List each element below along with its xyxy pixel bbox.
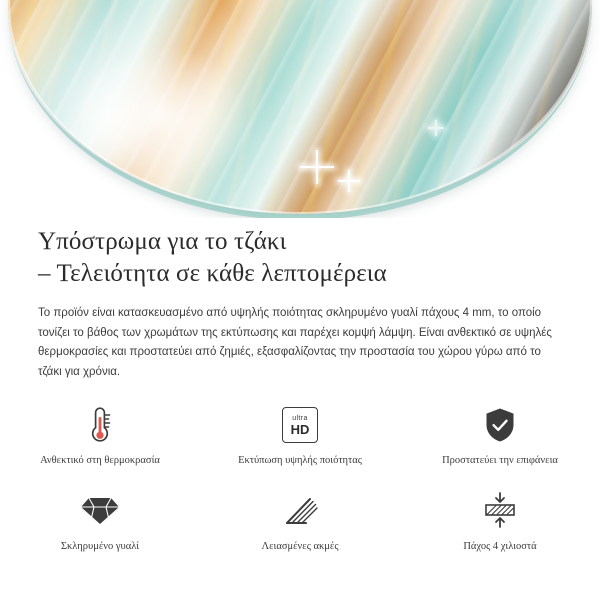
feature-surface-protection [400, 404, 600, 467]
ultra-hd-badge-icon [282, 404, 318, 446]
page-title-line-1: Υπόστρωμα για το τζάκι [38, 228, 287, 255]
feature-thickness [400, 490, 600, 553]
badge-big-text: HD [290, 421, 310, 437]
feature-label: Ανθεκτικό στη θερμοκρασία [40, 455, 160, 466]
diamond-icon [80, 490, 120, 532]
description-paragraph: Το προϊόν είναι κατασκευασμένο από υψηλής ποιότητας σκληρυμένο γυαλί πάχους 4 mm, το οποίο τονίζει το βάθος των χρωμάτων της εκτύπωσης και παρέχει κομψή λάμψη. Είναι ανθεκτικό σε υψηλές θερμοκρασίες και προστατεύει από ζημιές, εξασφαλίζοντας την προστασία του χώρου γύρω από το τζάκι για χρόνια. [38, 307, 552, 378]
feature-row-2 [0, 490, 600, 553]
feature-label: Πάχος 4 χιλιοστά [463, 541, 537, 552]
thickness-arrows-icon [480, 490, 520, 532]
feature-tempered-glass [0, 490, 200, 553]
feature-label: Εκτύπωση υψηλής ποιότητας [238, 455, 362, 466]
feature-row-1 [0, 404, 600, 467]
page-title-line-2: – Τελειότητα σε κάθε λεπτομέρεια [38, 260, 387, 287]
thermometer-icon [87, 404, 113, 446]
hero-image [0, 0, 600, 218]
feature-polished-edges [200, 490, 400, 553]
polished-edges-icon [282, 490, 318, 532]
text-content [0, 226, 600, 382]
feature-temperature-resistant [0, 404, 200, 467]
feature-label: Σκληρυμένο γυαλί [60, 541, 140, 552]
badge-small-text: ultra [292, 414, 308, 422]
hero-marble-disc [8, 0, 592, 214]
feature-high-quality-print [200, 404, 400, 467]
hero-marble-veins [8, 0, 592, 214]
feature-label: Λειασμένες ακμές [261, 541, 339, 552]
feature-label: Προστατεύει την επιφάνεια [442, 455, 558, 466]
shield-check-icon [482, 404, 518, 446]
page-title [38, 226, 562, 290]
